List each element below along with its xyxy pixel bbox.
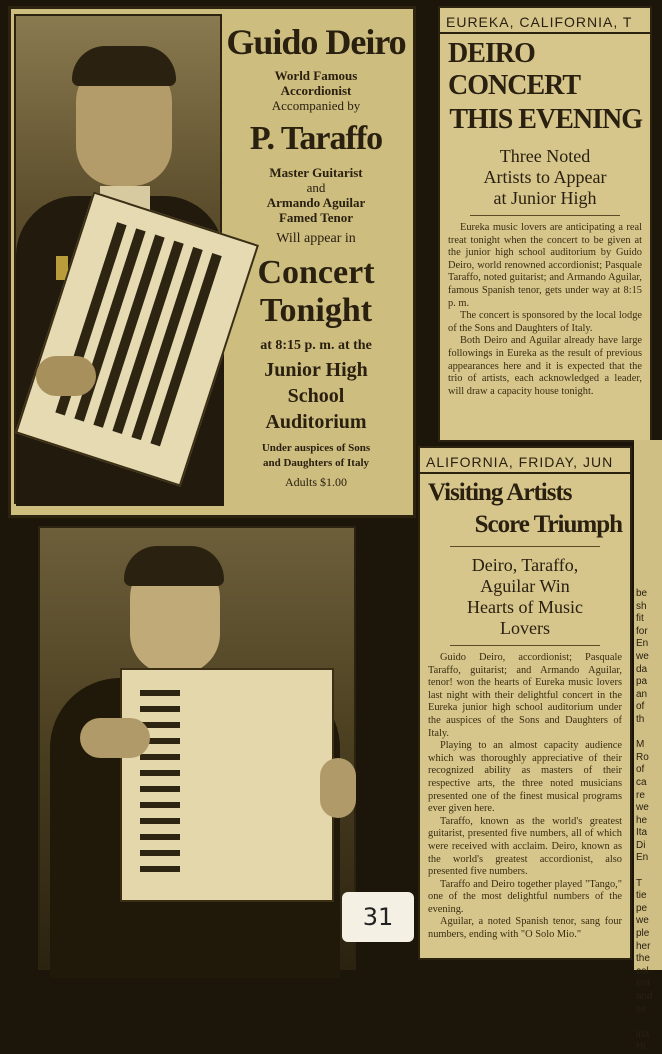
deiro-photo <box>14 14 222 504</box>
paragraph: Playing to an almost capacity audience which was thoroughly appreciative of their recognized ability as masters of their respective arts, the three noted musicians presented one of the finest musical programs ever given here. <box>428 740 622 815</box>
fragment-word: re <box>636 789 645 801</box>
fragment-word: pe <box>636 902 648 914</box>
fragment-word <box>634 1016 662 1029</box>
fragment-word: ent <box>636 978 650 990</box>
fragment-word: Di <box>636 839 646 851</box>
fragment-word: En <box>636 638 649 650</box>
fragment-word: T <box>636 877 643 889</box>
fragment-word: he <box>636 814 648 826</box>
ad-venue-2: School <box>287 385 345 407</box>
ad-desc-1: World Famous <box>274 68 358 83</box>
fragment-word: Ro <box>636 751 649 763</box>
fragment-word: we <box>636 802 649 814</box>
fragment-word: sh <box>636 600 647 612</box>
ad-second-artist: P. Taraffo <box>249 120 383 157</box>
accordion-shape <box>120 668 334 902</box>
fragment-word: be <box>636 588 648 599</box>
fragment-word: th <box>636 713 645 725</box>
paragraph: Both Deiro and Aguilar already have large followings in Eureka as the result of previous appearances here and it is expected that the trio of artists, each acknowledged a leader, will draw a capacity house tonight. <box>448 335 642 397</box>
ad-third-desc: Famed Tenor <box>278 210 354 225</box>
ad-venue-1: Junior High <box>264 359 368 381</box>
fragment-word: ca <box>636 776 647 788</box>
fragment-word: da <box>636 663 648 675</box>
ad-third-artist: Armando Aguilar <box>266 195 366 210</box>
article-body <box>420 646 630 948</box>
headline-line-1: DEIRO CONCERT <box>448 38 581 101</box>
article-body <box>440 216 650 404</box>
ad-venue-3: Auditorium <box>265 411 367 433</box>
ad-will-appear: Will appear in <box>276 231 356 246</box>
ad-concert: Concert <box>257 254 375 291</box>
fragment-word: pa <box>636 676 648 688</box>
fragment-word: of <box>636 764 645 776</box>
fragment-word: and <box>636 991 653 1002</box>
fragment-word: her <box>636 940 651 952</box>
ad-text-block <box>226 16 406 490</box>
taraffo-photo <box>38 526 356 970</box>
ad-and: and <box>306 180 326 195</box>
ad-auspices-1: Under auspices of Sons <box>261 442 371 454</box>
fragment-word: se <box>636 1003 647 1015</box>
fragment-word: tie <box>636 890 647 902</box>
hair-shape <box>72 46 176 86</box>
paragraph: Eureka music lovers are anticipating a real treat tonight when the concert to be given at the junior high school auditorium by Guido Deiro, world renowned accordionist; Pasquale Taraffo, noted guitarist; and Armando Aguilar, famous Spanish tenor, gets under way at 8:15 p. m. <box>448 222 642 309</box>
fragment-word: for <box>636 625 648 637</box>
hand-shape <box>320 758 356 818</box>
article-deiro-concert <box>438 6 652 442</box>
headline-line-2: THIS EVENING <box>449 104 642 135</box>
fragment-word <box>634 865 662 878</box>
fragment-word <box>634 727 662 740</box>
ad-auspices-2: and Daughters of Italy <box>262 457 370 469</box>
ad-tonight: Tonight <box>259 292 373 329</box>
ad-headline-name: Guido Deiro <box>226 22 406 62</box>
subheadline: Deiro, Taraffo, Aguilar Win Hearts of Music Lovers <box>450 546 600 646</box>
fragment-word: ple <box>636 928 650 940</box>
paragraph: Taraffo, known as the world's greatest guitarist, presented five numbers, all of which were received with acclaim. Deiro, known as the world's greatest accordionist, also presented five numbers. <box>428 815 622 878</box>
paragraph: Taraffo and Deiro together played "Tango," one of the most delightful numbers of the evening. <box>428 878 622 915</box>
fragment-word: ina <box>636 1028 650 1040</box>
fragment-word: we <box>636 650 649 662</box>
fragment-word: the <box>636 953 650 965</box>
fragment-word: Hi <box>636 1041 646 1053</box>
dateline: EUREKA, CALIFORNIA, T <box>440 8 650 34</box>
dateline: ALIFORNIA, FRIDAY, JUN <box>420 448 630 474</box>
ad-desc-2: Accordionist <box>280 83 352 98</box>
ad-second-desc: Master Guitarist <box>269 165 363 180</box>
fragment-word: an <box>636 688 648 700</box>
fragment-word: En <box>636 852 649 864</box>
fragment-word: we <box>636 915 649 927</box>
ad-time: at 8:15 p. m. at the <box>260 338 372 353</box>
adjacent-column-fragment <box>634 440 662 1053</box>
paragraph: The concert is sponsored by the local lodge of the Sons and Daughters of Italy. <box>448 310 642 334</box>
subheadline: Three Noted Artists to Appear at Junior High <box>470 138 620 216</box>
hand-shape <box>80 718 150 758</box>
fragment-word: of <box>636 701 645 713</box>
fragment-word: M <box>636 739 645 751</box>
ad-price: Adults $1.00 <box>284 475 347 489</box>
hand-shape <box>36 356 96 396</box>
fragment-word: fit <box>636 613 644 625</box>
hair-shape <box>124 546 224 586</box>
fragment-words <box>634 440 662 1054</box>
ad-accompanied: Accompanied by <box>271 98 361 113</box>
page-number-label: 31 <box>342 892 414 942</box>
fragment-word: col <box>636 965 649 977</box>
paragraph: Guido Deiro, accordionist; Pasquale Taraffo, guitarist; and Armando Aguilar, tenor! won the hearts of Eureka music lovers last night with their delightful concert in the Eureka junior high school auditorium under the auspices of the Sons and Daughters of Italy. <box>428 652 622 739</box>
headline-line-1: Visiting Artists <box>428 479 572 506</box>
paragraph: Aguilar, a noted Spanish tenor, sang four numbers, ending with "O Solo Mio." <box>428 916 622 941</box>
headline-line-2: Score Triumph <box>474 511 622 538</box>
fragment-word: Ita <box>636 827 648 839</box>
article-visiting-artists <box>418 446 632 960</box>
